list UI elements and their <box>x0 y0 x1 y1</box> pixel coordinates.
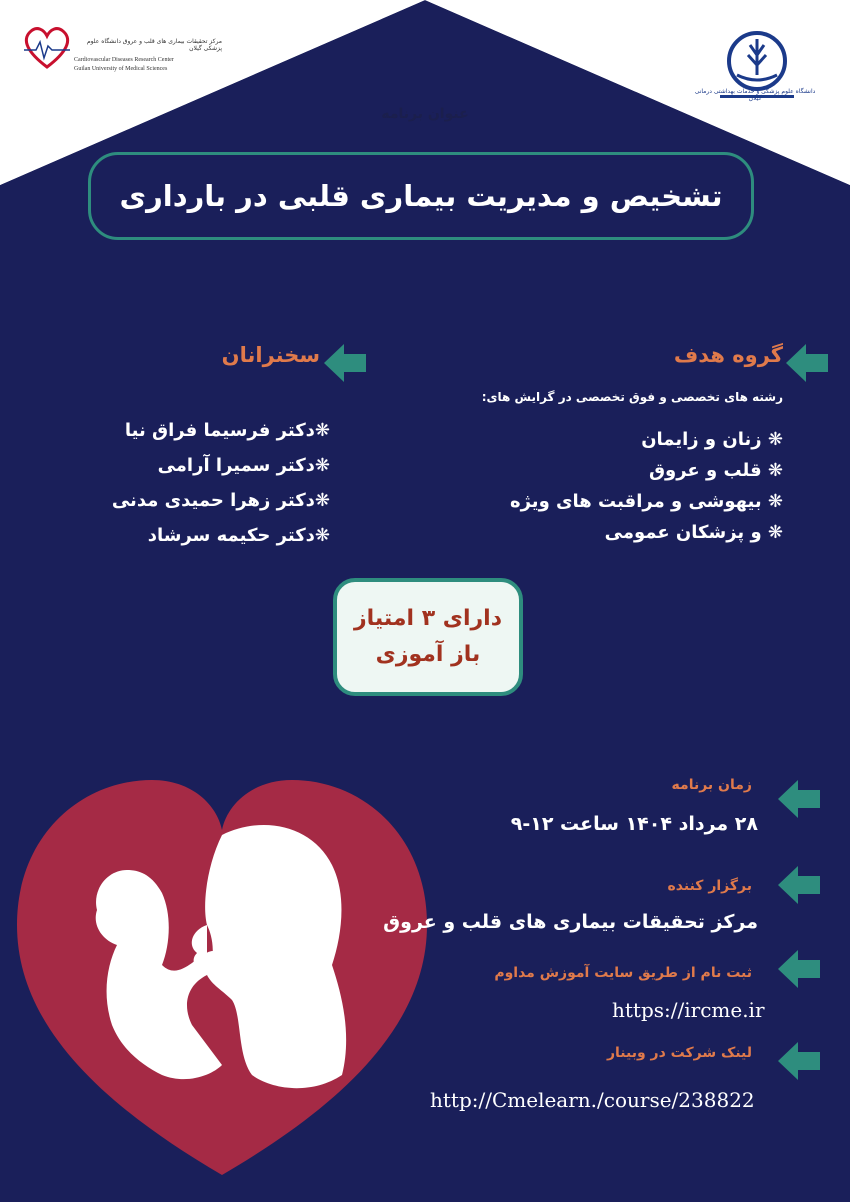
organizer-heading: برگزار کننده <box>667 878 752 894</box>
list-item: ❋دکتر فرسیما فراق نیا <box>124 420 330 441</box>
research-center-name-en-1: Cardiovascular Diseases Research Center <box>74 57 174 63</box>
title-box <box>88 152 754 240</box>
list-item: ❋دکتر زهرا حمیدی مدنی <box>111 490 330 511</box>
research-center-name-fa: مرکز تحقیقات بیماری های قلب و عروق دانشگاه علوم پزشکی گیلان <box>86 38 222 52</box>
target-group-list <box>363 424 783 548</box>
arrow-left-icon <box>776 776 822 822</box>
research-center-logo <box>22 22 222 92</box>
target-group-subheading: رشته های تخصصی و فوق تخصصی در گرایش های: <box>481 390 783 404</box>
arrow-left-icon <box>776 862 822 908</box>
credit-points-label: باز آموزی <box>375 642 481 667</box>
heart-mother-child-illustration <box>12 775 432 1180</box>
research-center-name-en-2: Guilan University of Medical Sciences <box>74 66 168 72</box>
arrow-left-icon <box>322 340 368 386</box>
credit-points-line: دارای ۳ امتیاز <box>353 606 502 631</box>
speakers-list <box>90 413 330 553</box>
list-item: ❋ زنان و زایمان <box>641 429 783 450</box>
university-seal-caption: دانشگاه علوم پزشکی و خدمات بهداشتی درمانی گیلان <box>694 88 816 102</box>
credit-points-box <box>333 578 523 696</box>
page-title: تشخیص و مدیریت بیماری قلبی در بارداری <box>119 179 723 213</box>
arrow-left-icon <box>776 1038 822 1084</box>
time-value: ۲۸ مرداد ۱۴۰۴ ساعت ۱۲-۹ <box>510 813 758 835</box>
list-item: ❋دکتر حکیمه سرشاد <box>147 525 330 546</box>
list-item: ❋ و پزشکان عمومی <box>604 522 783 543</box>
registration-heading: ثبت نام از طریق سایت آموزش مداوم <box>494 965 752 981</box>
webinar-link-heading: لینک شرکت در وبینار <box>606 1045 752 1061</box>
program-title-label: عنوان برنامه <box>381 106 469 122</box>
organizer-value: مرکز تحقیقات بیماری های قلب و عروق <box>383 911 758 933</box>
heart-pulse-icon <box>22 22 72 72</box>
arrow-left-icon <box>784 340 830 386</box>
list-item: ❋ قلب و عروق <box>648 460 783 481</box>
list-item: ❋دکتر سمیرا آرامی <box>157 455 330 476</box>
time-heading: زمان برنامه <box>671 777 752 793</box>
registration-link[interactable]: https://ircme.ir <box>612 998 765 1022</box>
list-item: ❋ بیهوشی و مراقبت های ویژه <box>509 491 783 512</box>
webinar-link[interactable]: http://Cmelearn./course/238822 <box>430 1088 755 1112</box>
arrow-left-icon <box>776 946 822 992</box>
speakers-heading: سخنرانان <box>221 343 320 367</box>
target-group-heading: گروه هدف <box>673 343 783 367</box>
